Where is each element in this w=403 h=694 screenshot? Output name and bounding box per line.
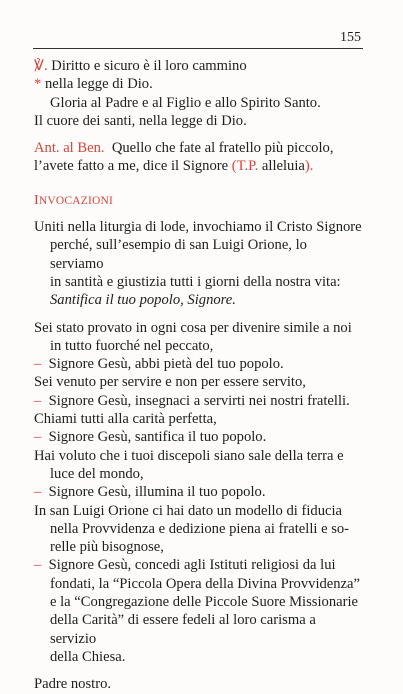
response-dash: – (34, 484, 42, 501)
page-number: 155 (340, 30, 361, 45)
invocation-3: Chiami tutti alla carità perfetta, – Signore Gesù, santifica il tuo popolo. (34, 411, 267, 446)
section-heading: INVOCAZIONI (34, 192, 114, 208)
response-dash: – (34, 392, 42, 409)
invocation-5: In san Luigi Orione ci hai dato un modello di fiducia nella Provvidenza e dedizione piena ai fratelli e so- relle più bisognose, – Signore Gesù, concedi agli Istituti religiosi da lui fondati, la “Piccola Opera della Divina Provvidenza” e la “Congregazione delle Piccole Suore Missionarie della Carità” di essere fedeli al loro carisma a servizio della Chiesa. (34, 502, 360, 665)
invocation-1: Sei stato provato in ogni cosa per divenire simile a noi in tutto fuorché nel peccato, – Signore Gesù, abbi pietà del tuo popolo. (34, 319, 352, 373)
response-dash: – (34, 429, 42, 446)
response-star: * (34, 76, 42, 93)
intro-prayer: Uniti nella liturgia di lode, invochiamo il Cristo Signore perché, sull’esempio di san Luigi Orione, lo serviamo in santità e giustizia tutti i giorni della nostra vita: Santifica il tuo popolo, Signore. (34, 219, 362, 309)
intro-response: Santifica il tuo popolo, Signore. (50, 292, 236, 309)
closing-prayer: Padre nostro. (34, 676, 112, 693)
page-content (34, 57, 364, 694)
versicle-line: ℣. Diritto e sicuro è il loro cammino (34, 58, 247, 74)
invocation-2: Sei venuto per servire e non per essere servito, – Signore Gesù, insegnaci a servirti nei nostri fratelli. (34, 374, 350, 409)
response-line: * nella legge di Dio. (34, 76, 153, 93)
versicle-symbol: ℣. (34, 58, 48, 74)
invocation-4: Hai voluto che i tuoi discepoli siano sale della terra e luce del mondo, – Signore Gesù, illumina il tuo popolo. (34, 447, 344, 501)
antiphon-label: Ant. al Ben. (34, 140, 105, 157)
response-dash: – (34, 356, 42, 373)
antiphon: Ant. al Ben. Quello che fate al fratello più piccolo, l’avete fatto a me, dice il Signore (T.P. alleluia). (34, 140, 334, 175)
response-dash: – (34, 557, 42, 574)
header-rule (33, 48, 363, 49)
response-repeat: Il cuore dei santi, nella legge di Dio. (34, 112, 247, 129)
gloria-line: Gloria al Padre e al Figlio e allo Spirito Santo. (50, 94, 321, 111)
